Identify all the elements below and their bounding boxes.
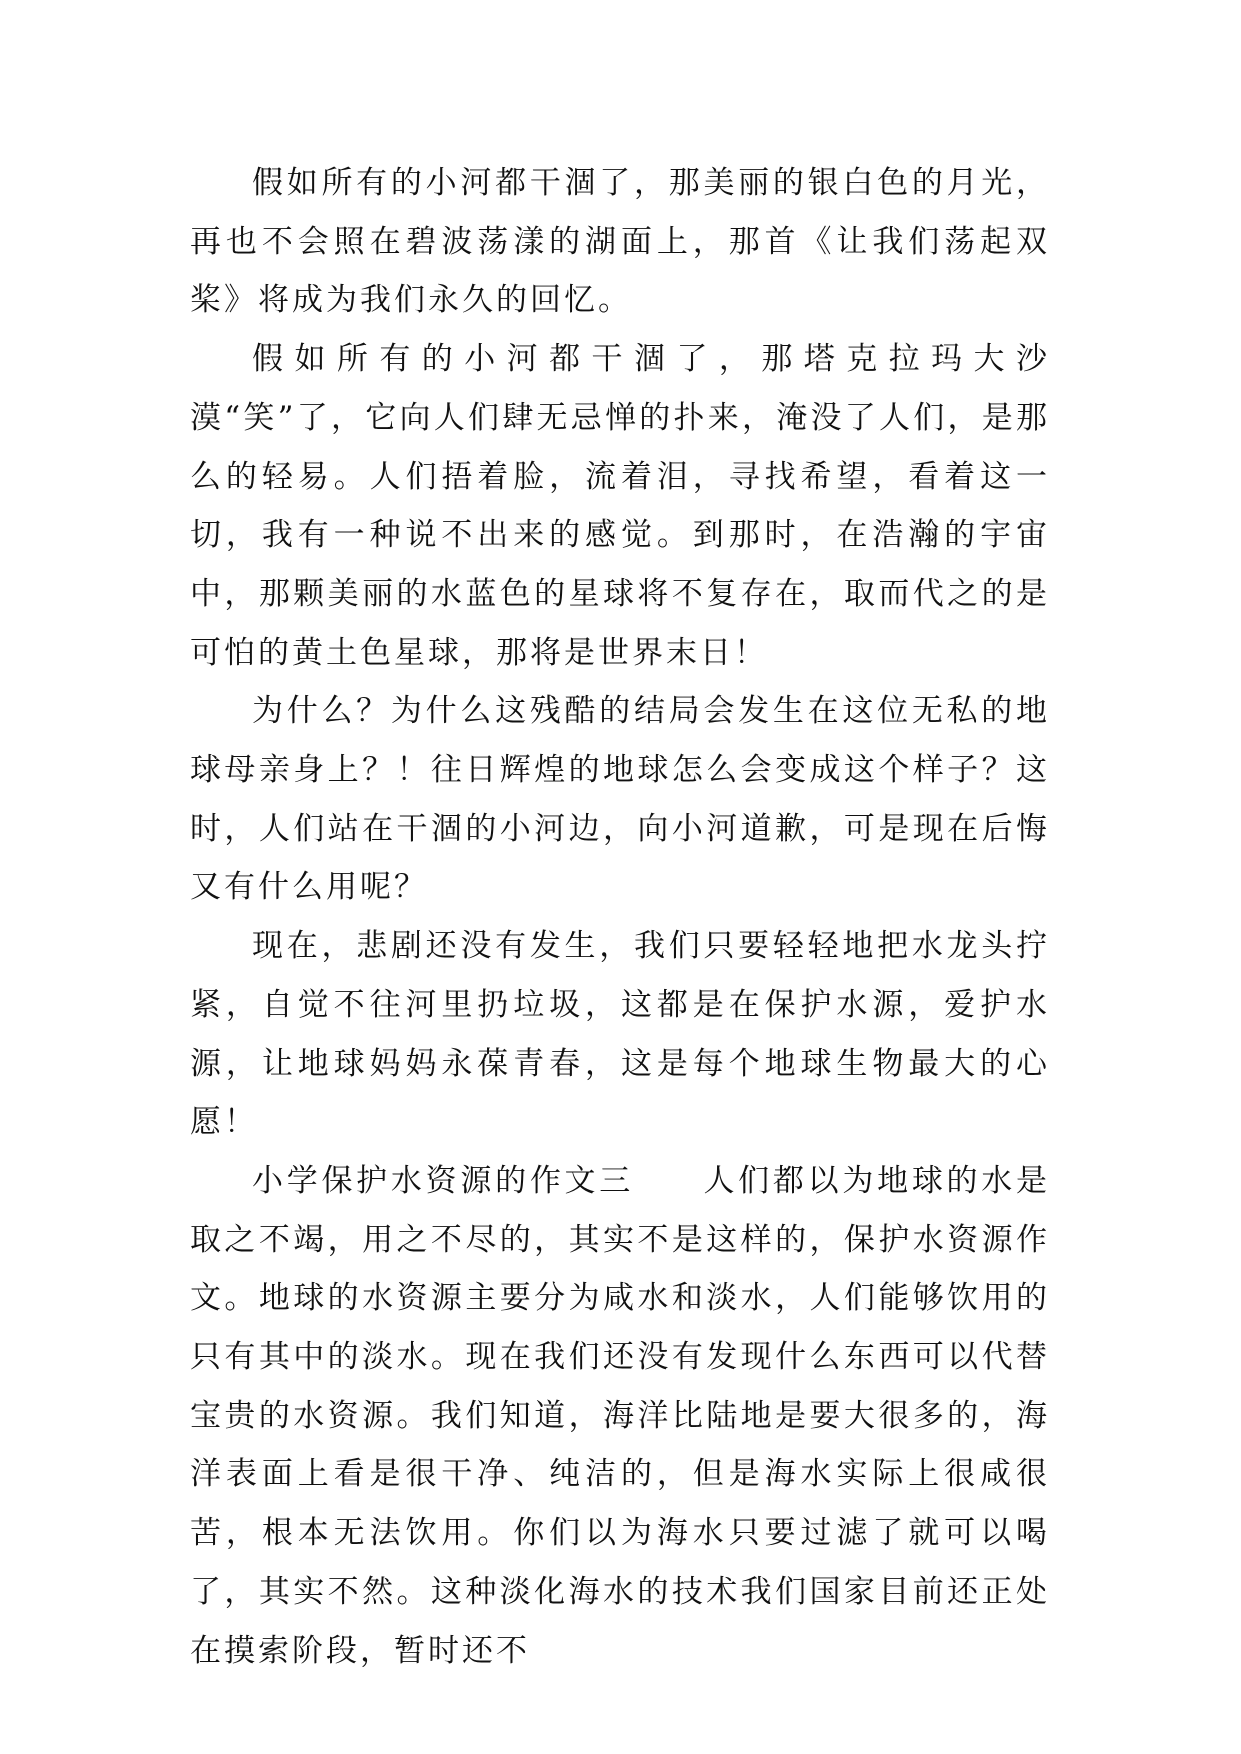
paragraph-5: 小学保护水资源的作文三 人们都以为地球的水是取之不竭，用之不尽的，其实不是这样的，保护水资源作文。地球的水资源主要分为咸水和淡水，人们能够饮用的只有其中的淡水。现在我们还没有发现什么东西可以代替宝贵的水资源。我们知道，海洋比陆地是要大很多的，海洋表面上看是很干净、纯洁的，但是海水实际上很咸很苦，根本无法饮用。你们以为海水只要过滤了就可以喝了，其实不然。这种淡化海水的技术我们国家目前还正处在摸索阶段，暂时还不: [190, 1162, 1050, 1669]
paragraph-3: 为什么？为什么这残酷的结局会发生在这位无私的地球母亲身上？！往日辉煌的地球怎么会变成这个样子？这时，人们站在干涸的小河边，向小河道歉，可是现在后悔又有什么用呢？: [190, 693, 1050, 906]
paragraph-1: 假如所有的小河都干涸了，那美丽的银白色的月光，再也不会照在碧波荡漾的湖面上，那首《让我们荡起双桨》将成为我们永久的回忆。: [190, 165, 1050, 319]
document-body: [190, 154, 1050, 1680]
paragraph-4: 现在，悲剧还没有发生，我们只要轻轻地把水龙头拧紧，自觉不往河里扔垃圾，这都是在保护水源，爱护水源，让地球妈妈永葆青春，这是每个地球生物最大的心愿！: [190, 928, 1050, 1141]
paragraph-2: 假如所有的小河都干涸了，那塔克拉玛大沙漠“笑”了，它向人们肆无忌惮的扑来，淹没了人们，是那么的轻易。人们捂着脸，流着泪，寻找希望，看着这一切，我有一种说不出来的感觉。到那时，在浩瀚的宇宙中，那颗美丽的水蓝色的星球将不复存在，取而代之的是可怕的黄土色星球，那将是世界末日！: [190, 341, 1050, 671]
